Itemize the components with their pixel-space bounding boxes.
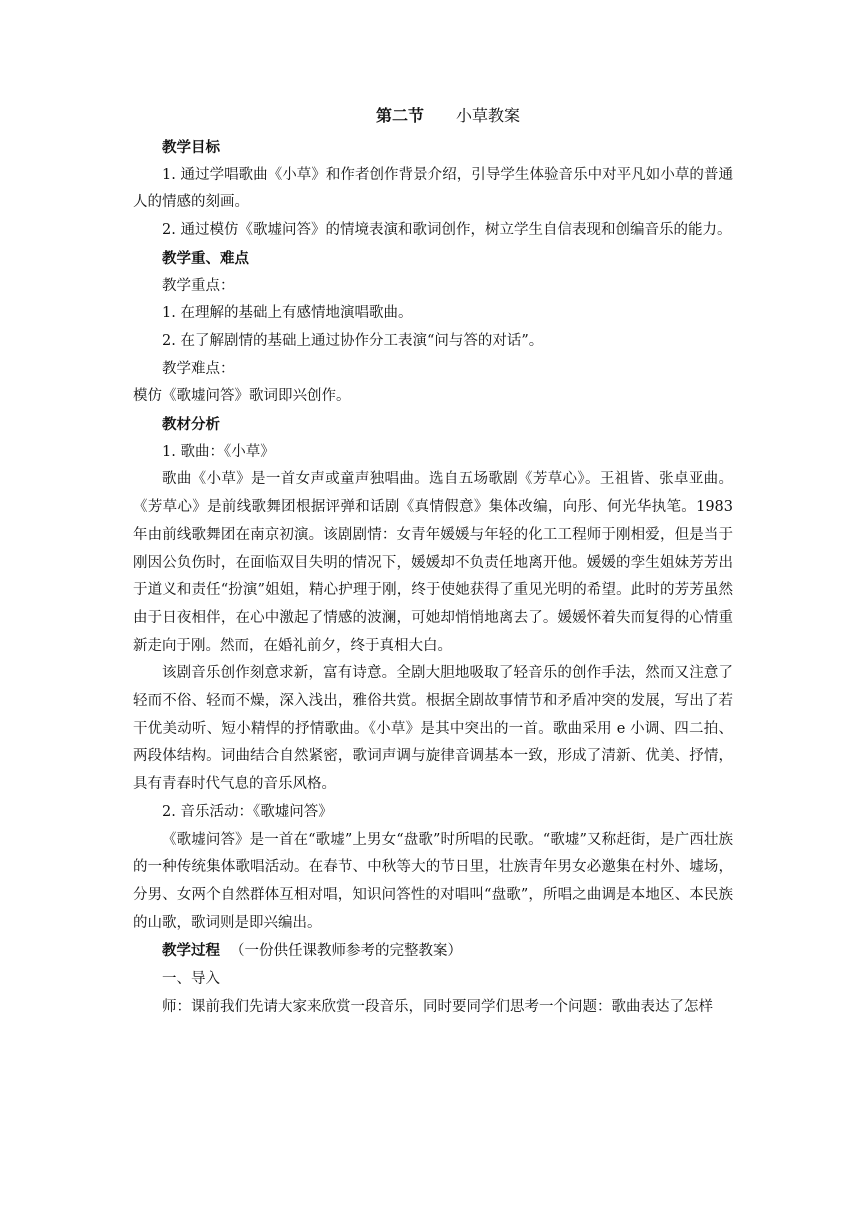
process-heading: 教学过程 [162,942,220,960]
analysis-song-paragraph-1: 歌曲《小草》是一首女声或童声独唱曲。选自五场歌剧《芳草心》。王祖皆、张卓亚曲。《芳草心》是前线歌舞团根据评弹和话剧《真情假意》集体改编，向彤、何光华执笔。1983年由前线歌舞团在南京初演。该剧剧情：女青年媛媛与年轻的化工工程师于刚相爱，但是当于刚因公负伤时，在面临双目失明的情况下，媛媛却不负责任地离开他。媛媛的孪生姐妹芳芳出于道义和责任“扮演”姐姐，精心护理于刚，终于使她获得了重见光明的希望。此时的芳芳虽然由于日夜相伴，在心中激起了情感的波澜，可她却悄悄地离去了。媛媛怀着失而复得的心情重新走向于刚。然而，在婚礼前夕，终于真相大白。 [133,471,733,654]
goal-item-2: 2. 通过模仿《歌墟问答》的情境表演和歌词创作，树立学生自信表现和创编音乐的能力。 [162,222,732,239]
goal-item-1: 1. 通过学唱歌曲《小草》和作者创作背景介绍，引导学生体验音乐中对平凡如小草的普通人的情感的刻画。 [133,166,733,211]
key-points-label: 教学重点： [162,277,235,294]
key-point-1: 1. 在理解的基础上有感情地演唱歌曲。 [162,305,413,322]
document-body [133,104,733,1022]
process-heading-line [133,937,733,966]
difficulty-text: 模仿《歌墟问答》歌词即兴创作。 [133,388,351,405]
analysis-song-paragraph-2: 该剧音乐创作刻意求新，富有诗意。全剧大胆地吸取了轻音乐的创作手法，然而又注意了轻而不俗、轻而不燥，深入浅出，雅俗共赏。根据全剧故事情节和矛盾冲突的发展，写出了若干优美动听、短小精悍的抒情歌曲。《小草》是其中突出的一首。歌曲采用 e 小调、四二拍、两段体结构。词曲结合自然紧密，歌词声调与旋律音调基本一致，形成了清新、优美、抒情，具有青春时代气息的音乐风格。 [133,665,733,793]
intro-title: 一、导入 [162,971,220,988]
key-points-heading: 教学重、难点 [162,249,249,267]
intro-text: 师：课前我们先请大家来欣赏一段音乐，同时要同学们思考一个问题：歌曲表达了怎样 [162,998,713,1015]
goals-heading: 教学目标 [162,139,220,156]
title-section: 第二节 [375,106,424,125]
analysis-song-title: 1. 歌曲：《小草》 [162,443,275,460]
process-note: （一份供任课教师参考的完整教案） [230,943,462,960]
key-point-2: 2. 在了解剧情的基础上通过协作分工表演“问与答的对话”。 [162,332,544,349]
analysis-activity-paragraph: 《歌墟问答》是一首在“歌墟”上男女“盘歌”时所唱的民歌。“歌墟”又称赶街，是广西壮族的一种传统集体歌唱活动。在春节、中秋等大的节日里，壮族青年男女必邀集在村外、墟场，分男、女两个自然群体互相对唱，知识问答性的对唱叫“盘歌”，所唱之曲调是本地区、本民族的山歌，歌词则是即兴编出。 [133,831,733,931]
page-title [133,104,733,128]
title-name: 小草教案 [456,106,521,125]
analysis-activity-title: 2. 音乐活动：《歌墟问答》 [162,803,333,820]
difficulty-label: 教学难点： [162,360,235,377]
analysis-heading: 教材分析 [162,416,220,434]
